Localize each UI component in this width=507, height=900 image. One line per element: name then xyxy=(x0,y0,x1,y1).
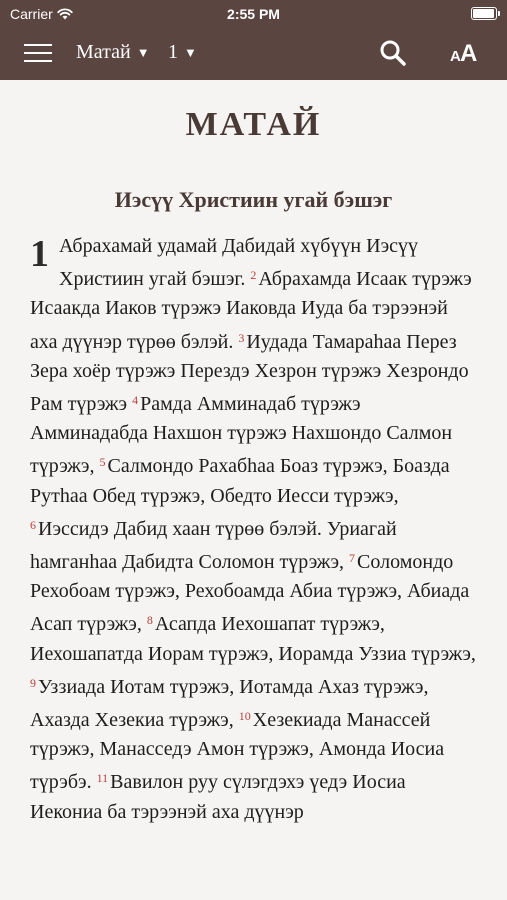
chapter-number: 1 xyxy=(168,41,178,63)
navigation-bar xyxy=(0,28,507,80)
section-heading: Иэсүү Христиин угай бэшэг xyxy=(114,187,393,212)
verse-text[interactable]: Вавилон руу сүлэгдэхэ үедэ Иосиа Иекониа ба тэрээнэй аха дүүнэр xyxy=(30,771,406,823)
book-title: МАТАЙ xyxy=(185,106,322,143)
book-selector[interactable] xyxy=(76,41,150,64)
verse-number[interactable]: 11 xyxy=(96,771,109,786)
menu-icon-line xyxy=(24,52,52,54)
reading-area[interactable] xyxy=(0,80,507,900)
verse-text[interactable]: Хезекиада Манассей түрэжэ, Манасседэ Амон түрэжэ, Амонда Иосиа түрэбэ. xyxy=(30,709,445,794)
verse-number[interactable]: 6 xyxy=(30,517,36,532)
verse-text[interactable]: Рамда Амминадаб түрэжэ Амминадабда Нахшон түрэжэ Нахшондо Салмон түрэжэ, xyxy=(30,393,453,478)
verse-text[interactable]: Абрахамда Исаак түрэжэ Исаакда Иаков түрэжэ Иаковда Иуда ба тэрээнэй аха дүүнэр түрөө бэлэй. xyxy=(30,268,472,353)
battery-icon xyxy=(471,7,497,20)
status-bar xyxy=(0,0,507,28)
chevron-down-icon: ▼ xyxy=(184,44,197,60)
verse-number[interactable]: 3 xyxy=(238,330,245,345)
search-icon xyxy=(378,38,408,68)
font-size-button[interactable] xyxy=(448,38,482,68)
chapter-drop-number: 1 xyxy=(30,233,49,275)
verse-text[interactable]: Иэссидэ Дабид хаан түрөө бэлэй. Уриагай hамганhaa Дабидта Соломон түрэжэ, xyxy=(30,517,397,574)
verse-text[interactable]: Асапда Иехошапат түрэжэ, Иехошапатда Иорам түрэжэ, Иорамда Уззиа түрэжэ, xyxy=(30,613,476,665)
book-name: Матай xyxy=(76,41,131,63)
verse-number[interactable]: 8 xyxy=(146,613,153,628)
menu-icon-line xyxy=(24,44,52,46)
verse-number[interactable]: 7 xyxy=(349,551,356,566)
verse-number[interactable]: 5 xyxy=(99,455,106,470)
font-size-icon-small: A xyxy=(450,48,461,65)
menu-icon-line xyxy=(24,60,52,62)
menu-button[interactable] xyxy=(24,42,54,64)
verse-text[interactable]: Уззиада Иотам түрэжэ, Иотамда Ахаз түрэжэ, Ахазда Хезекиа түрэжэ, xyxy=(30,675,429,732)
carrier-label: Carrier xyxy=(10,6,53,22)
font-size-icon-large: A xyxy=(460,40,478,67)
verse-number[interactable]: 9 xyxy=(30,675,36,690)
search-button[interactable] xyxy=(378,38,408,68)
battery-level xyxy=(473,9,494,18)
scripture-text xyxy=(30,232,480,827)
verse-text[interactable]: Салмондо Рахабhaa Боаз түрэжэ, Боазда Рутhaa Обед түрэжэ, Обедто Иесси түрэжэ, xyxy=(30,455,450,507)
verse-number[interactable]: 4 xyxy=(132,393,139,408)
status-time: 2:55 PM xyxy=(227,6,280,22)
verse-number[interactable]: 2 xyxy=(250,268,257,283)
verse-text[interactable]: Абрахамай удамай Дабидай хүбүүн Иэсүү Христиин угай бэшэг. xyxy=(59,235,419,291)
verse-text[interactable]: Иудада Тамараhаа Перез Зера хоёр түрэжэ Перездэ Хезрон түрэжэ Хезрондо Рам түрэжэ xyxy=(30,330,469,416)
chapter-selector[interactable] xyxy=(168,41,197,64)
chevron-down-icon: ▼ xyxy=(136,44,150,60)
verse-number[interactable]: 10 xyxy=(238,709,251,724)
verse-text[interactable]: Соломондо Рехобоам түрэжэ, Рехобоамда Абиа түрэжэ, Абиада Асап түрэжэ, xyxy=(30,551,470,636)
